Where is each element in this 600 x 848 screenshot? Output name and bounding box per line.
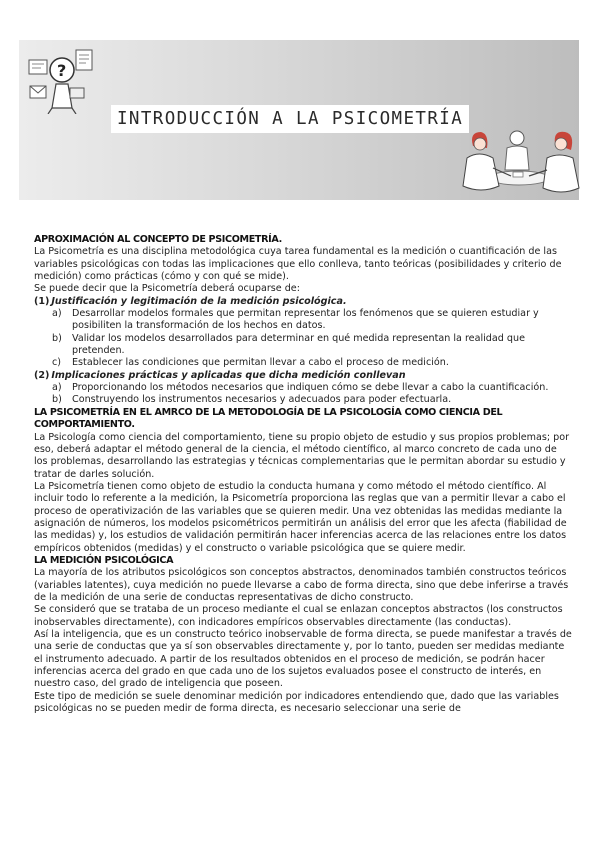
list-marker: a) — [52, 382, 62, 394]
page-title: INTRODUCCIÓN A LA PSICOMETRÍA — [111, 105, 469, 133]
svg-text:?: ? — [57, 61, 67, 80]
numbered-item-title: Implicaciones prácticas y aplicadas que dicha medición conllevan — [51, 369, 406, 381]
list-item-text: Establecer las condiciones que permitan llevar a cabo el proceso de medición. — [72, 357, 449, 369]
section-heading-aproximacion: APROXIMACIÓN AL CONCEPTO DE PSICOMETRÍA. — [34, 234, 282, 245]
list-marker: b) — [52, 332, 62, 344]
paragraph: La Psicometría es una disciplina metodológica cuya tarea fundamental es la medición o cuantificación de las variables psicológicas con todas las implicaciones que ello conlleva, tanto teóricas (posibilidades y criterio de medición) como prácticas (cómo y con qué se mide). — [34, 246, 562, 283]
list-item — [34, 333, 572, 358]
list-item — [34, 308, 572, 333]
document-body — [34, 234, 572, 715]
paragraph: La Psicometría tienen como objeto de estudio la conducta humana y como método el método científico. Al incluir todo lo referente a la medición, la Psicometría proporciona las reglas que van a permitir llevar a cabo el proceso de operativización de las variables que se quieren medir. Una vez obtenidas las medidas mediante la asignación de números, los modelos psicométricos permitirán un análisis del error que les afecta (fiabilidad de las medidas) y, los estudios de validación permitirán hacer inferencias acerca de las relaciones entre los datos empíricos obtenidos (medidas) y el constructo o variable psicológica que se quiere medir. — [34, 480, 567, 554]
paragraph: Se puede decir que la Psicometría deberá ocuparse de: — [34, 283, 300, 295]
numbered-item-1 — [34, 296, 572, 308]
list-item — [34, 394, 572, 406]
people-meeting-icon — [455, 124, 583, 200]
section-heading-medicion: LA MEDICIÓN PSICOLÓGICA — [34, 554, 174, 566]
list-marker: a) — [52, 308, 62, 320]
paragraph: Este tipo de medición se suele denominar medición por indicadores entendiendo que, dado que las variables psicológicas no se pueden medir de forma directa, es necesario seleccionar una serie de — [34, 690, 559, 715]
paragraph: Se consideró que se trataba de un proceso mediante el cual se enlazan conceptos abstractos (los constructos inobservables directamente), con indicadores empíricos observables directamente (las conductas). — [34, 604, 563, 628]
list-item-text: Validar los modelos desarrollados para determinar en qué medida representan la realidad que pretenden. — [72, 332, 525, 357]
list-marker: c) — [52, 357, 62, 369]
list-item-text: Construyendo los instrumentos necesarios y adecuados para poder efectuarla. — [72, 394, 452, 406]
paragraph: La mayoría de los atributos psicológicos son conceptos abstractos, denominados también constructos teóricos (variables latentes), cuya medición no puede llevarse a cabo de forma directa, sino que debe inferirse a través de la medición de una serie de conductas representativas de dicho constructo. — [34, 567, 569, 603]
list-marker: b) — [52, 394, 62, 406]
list-item-text: Desarrollar modelos formales que permitan representar los fenómenos que se quieren estudiar y posibiliten la transformación de los hechos en datos. — [72, 308, 539, 332]
question-mark-figure-icon — [26, 42, 98, 114]
list-item — [34, 357, 572, 369]
numbered-item-title: Justificación y legitimación de la medición psicológica. — [51, 295, 347, 307]
numbered-item-marker: (2) — [34, 369, 50, 381]
list-item-text: Proporcionando los métodos necesarios que indiquen cómo se debe llevar a cabo la cuantificación. — [72, 382, 549, 394]
numbered-item-marker: (1) — [34, 295, 50, 307]
section-heading-metodologia: LA PSICOMETRÍA EN EL AMRCO DE LA METODOLOGÍA DE LA PSICOLOGÍA COMO CIENCIA DEL COMPORTAMIENTO. — [34, 406, 503, 431]
numbered-item-2 — [34, 370, 572, 382]
paragraph: La Psicología como ciencia del comportamiento, tiene su propio objeto de estudio y sus propios problemas; por eso, deberá adaptar el método general de la ciencia, el método científico, al marco concreto de cada uno de los problemas, desarrollando las estrategias y técnicas complementarias que le permitan abordar su estudio y tratar de darles solución. — [34, 431, 570, 480]
list-item — [34, 382, 572, 394]
paragraph: Así la inteligencia, que es un constructo teórico inobservable de forma directa, se puede manifestar a través de una serie de conductas que ya sí son observables directamente y, por lo tanto, pueden ser medidas mediante el instrumento adecuado. A partir de los resultados obtenidos en el proceso de medición, se podrán hacer inferencias acerca del grado en que cada uno de los sujetos evaluados posee el constructo de interés, en nuestro caso, del grado de inteligencia que poseen. — [34, 629, 572, 690]
